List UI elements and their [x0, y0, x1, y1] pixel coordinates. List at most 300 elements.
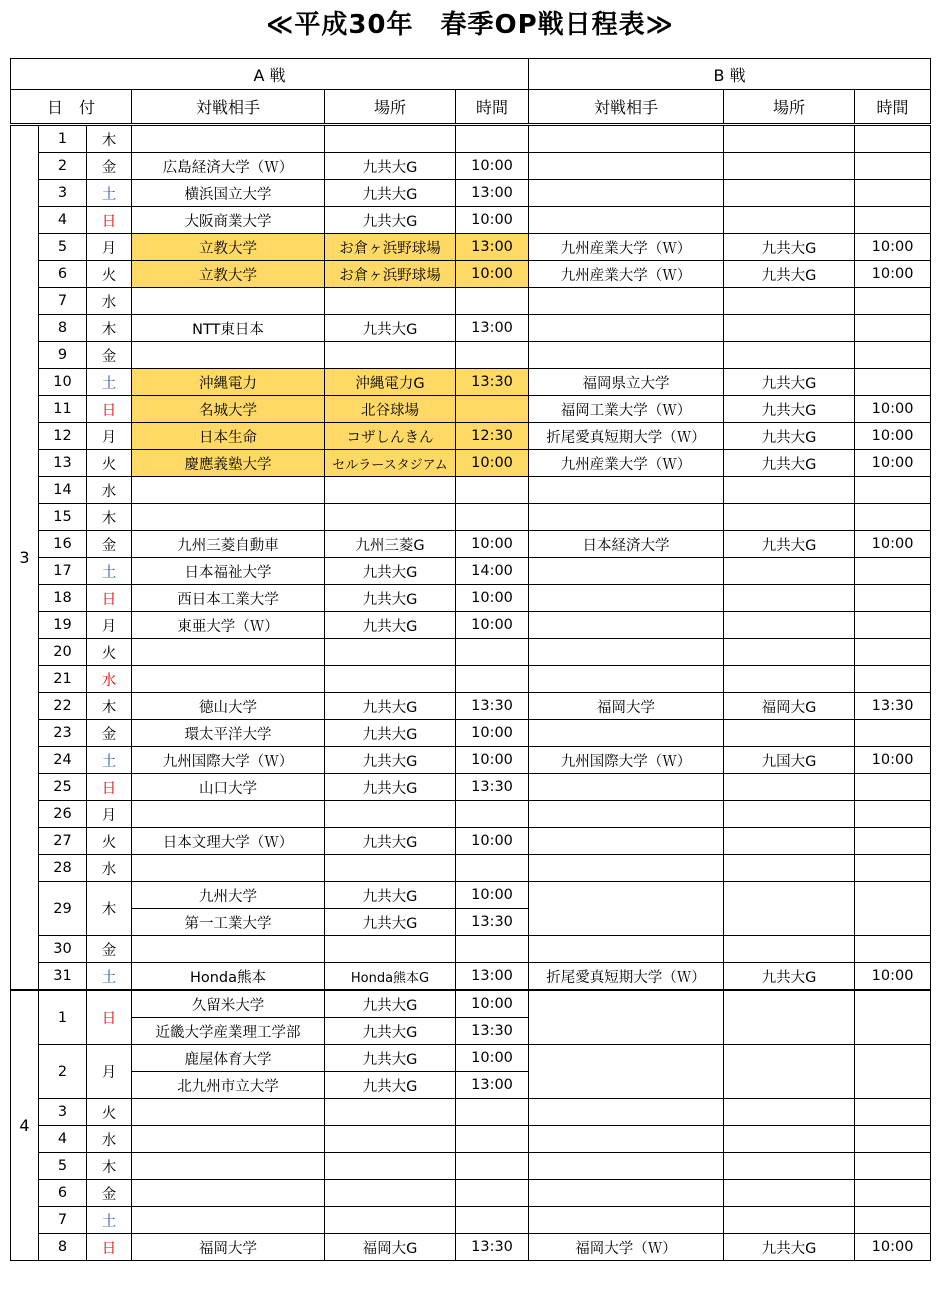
day-cell: 1 — [39, 125, 87, 153]
b-time-cell — [855, 477, 931, 504]
a-time-cell: 13:30 — [456, 909, 529, 936]
a-opponent-cell: 横浜国立大学 — [132, 180, 325, 207]
a-opponent-cell: 九州三菱自動車 — [132, 531, 325, 558]
weekday-cell: 金 — [87, 342, 132, 369]
b-venue-cell: 九共大G — [724, 450, 855, 477]
a-opponent-cell: 沖縄電力 — [132, 369, 325, 396]
a-time-cell — [456, 1207, 529, 1234]
b-time-cell — [855, 369, 931, 396]
day-cell: 6 — [39, 1180, 87, 1207]
table-row — [11, 558, 931, 585]
a-opponent-cell: 山口大学 — [132, 774, 325, 801]
b-venue-cell: 九共大G — [724, 531, 855, 558]
b-time-cell — [855, 315, 931, 342]
a-venue-cell — [325, 666, 456, 693]
a-time-cell: 10:00 — [456, 612, 529, 639]
b-time-cell — [855, 990, 931, 1045]
b-opponent-cell: 折尾愛真短期大学（Ｗ） — [529, 963, 724, 991]
a-opponent-cell: 立教大学 — [132, 261, 325, 288]
a-time-cell — [456, 855, 529, 882]
weekday-cell: 金 — [87, 936, 132, 963]
a-venue-cell: 九共大G — [325, 180, 456, 207]
a-time-cell: 10:00 — [456, 153, 529, 180]
weekday-cell: 金 — [87, 153, 132, 180]
table-row — [11, 369, 931, 396]
b-opponent-cell — [529, 315, 724, 342]
b-time-cell — [855, 612, 931, 639]
b-opponent-cell — [529, 612, 724, 639]
a-venue-cell: 九州三菱G — [325, 531, 456, 558]
table-row — [11, 180, 931, 207]
a-opponent-cell — [132, 342, 325, 369]
table-row — [11, 585, 931, 612]
b-venue-cell — [724, 666, 855, 693]
day-cell: 8 — [39, 315, 87, 342]
weekday-cell: 木 — [87, 882, 132, 936]
a-time-cell — [456, 639, 529, 666]
day-cell: 6 — [39, 261, 87, 288]
a-venue-cell — [325, 288, 456, 315]
table-row — [11, 612, 931, 639]
table-row — [11, 477, 931, 504]
weekday-cell: 火 — [87, 639, 132, 666]
b-venue-header: 場所 — [724, 90, 855, 125]
b-venue-cell — [724, 125, 855, 153]
a-venue-cell — [325, 477, 456, 504]
b-opponent-cell — [529, 1180, 724, 1207]
b-opponent-cell — [529, 125, 724, 153]
a-opponent-cell: 名城大学 — [132, 396, 325, 423]
a-opponent-cell: 広島経済大学（Ｗ） — [132, 153, 325, 180]
b-venue-cell: 九共大G — [724, 963, 855, 991]
a-venue-cell: コザしんきん — [325, 423, 456, 450]
table-row — [11, 882, 931, 909]
a-venue-cell — [325, 342, 456, 369]
a-time-cell — [456, 1126, 529, 1153]
day-cell: 5 — [39, 234, 87, 261]
b-time-cell — [855, 639, 931, 666]
day-cell: 2 — [39, 1045, 87, 1099]
table-row — [11, 423, 931, 450]
b-time-cell — [855, 1207, 931, 1234]
b-venue-cell: 九国大G — [724, 747, 855, 774]
a-opponent-cell: 西日本工業大学 — [132, 585, 325, 612]
a-venue-cell: 北谷球場 — [325, 396, 456, 423]
a-venue-cell: 沖縄電力G — [325, 369, 456, 396]
b-time-cell: 10:00 — [855, 450, 931, 477]
b-time-cell — [855, 855, 931, 882]
a-opponent-cell — [132, 1099, 325, 1126]
day-cell: 9 — [39, 342, 87, 369]
a-venue-cell — [325, 1153, 456, 1180]
month-cell: 4 — [11, 990, 39, 1261]
weekday-cell: 火 — [87, 450, 132, 477]
a-time-cell: 13:30 — [456, 774, 529, 801]
day-cell: 22 — [39, 693, 87, 720]
day-cell: 16 — [39, 531, 87, 558]
a-venue-cell: 九共大G — [325, 1045, 456, 1072]
b-venue-cell — [724, 288, 855, 315]
a-time-cell: 13:00 — [456, 963, 529, 991]
b-venue-cell: 九共大G — [724, 261, 855, 288]
b-time-cell — [855, 558, 931, 585]
a-opponent-cell — [132, 801, 325, 828]
day-cell: 4 — [39, 207, 87, 234]
a-time-cell: 10:00 — [456, 747, 529, 774]
a-opponent-cell: 第一工業大学 — [132, 909, 325, 936]
b-time-cell — [855, 585, 931, 612]
weekday-cell: 土 — [87, 558, 132, 585]
day-cell: 23 — [39, 720, 87, 747]
a-time-cell — [456, 801, 529, 828]
table-row — [11, 450, 931, 477]
b-opponent-cell — [529, 207, 724, 234]
b-time-cell — [855, 1180, 931, 1207]
b-time-cell — [855, 882, 931, 936]
weekday-cell: 月 — [87, 234, 132, 261]
a-time-cell: 10:00 — [456, 207, 529, 234]
day-cell: 27 — [39, 828, 87, 855]
b-time-cell: 10:00 — [855, 234, 931, 261]
b-opponent-cell — [529, 1099, 724, 1126]
b-venue-cell — [724, 720, 855, 747]
b-venue-cell — [724, 477, 855, 504]
b-time-cell — [855, 504, 931, 531]
a-opponent-cell — [132, 504, 325, 531]
b-venue-cell — [724, 504, 855, 531]
day-cell: 7 — [39, 288, 87, 315]
a-venue-cell: セルラースタジアム — [325, 450, 456, 477]
a-time-cell: 14:00 — [456, 558, 529, 585]
b-opponent-cell — [529, 558, 724, 585]
a-opponent-cell — [132, 1126, 325, 1153]
month-cell: 3 — [11, 125, 39, 991]
day-cell: 3 — [39, 180, 87, 207]
b-time-cell: 10:00 — [855, 1234, 931, 1261]
table-row — [11, 153, 931, 180]
table-row — [11, 396, 931, 423]
weekday-cell: 日 — [87, 396, 132, 423]
a-venue-cell — [325, 936, 456, 963]
table-row — [11, 936, 931, 963]
b-time-cell — [855, 774, 931, 801]
day-cell: 31 — [39, 963, 87, 991]
a-opponent-cell: 日本文理大学（Ｗ） — [132, 828, 325, 855]
a-venue-cell: 九共大G — [325, 774, 456, 801]
table-row — [11, 234, 931, 261]
day-cell: 5 — [39, 1153, 87, 1180]
b-opponent-cell — [529, 342, 724, 369]
b-time-cell — [855, 180, 931, 207]
b-time-cell — [855, 125, 931, 153]
weekday-cell: 日 — [87, 990, 132, 1045]
a-venue-cell: 九共大G — [325, 207, 456, 234]
weekday-cell: 水 — [87, 1126, 132, 1153]
table-row — [11, 504, 931, 531]
b-time-cell: 10:00 — [855, 747, 931, 774]
b-opponent-cell — [529, 585, 724, 612]
b-opponent-cell: 折尾愛真短期大学（Ｗ） — [529, 423, 724, 450]
b-venue-cell — [724, 936, 855, 963]
a-time-cell — [456, 342, 529, 369]
a-venue-cell: 九共大G — [325, 1072, 456, 1099]
b-time-cell: 10:00 — [855, 396, 931, 423]
b-time-cell — [855, 936, 931, 963]
b-opponent-cell — [529, 774, 724, 801]
b-time-cell — [855, 288, 931, 315]
a-time-cell: 13:00 — [456, 1072, 529, 1099]
b-opponent-cell: 福岡大学（Ｗ） — [529, 1234, 724, 1261]
b-opponent-cell — [529, 477, 724, 504]
b-opponent-cell — [529, 720, 724, 747]
weekday-cell: 火 — [87, 828, 132, 855]
schedule-body — [11, 125, 931, 1261]
page-title: ≪平成30年 春季OP戦日程表≫ — [266, 10, 674, 40]
weekday-cell: 土 — [87, 369, 132, 396]
b-opponent-cell: 日本経済大学 — [529, 531, 724, 558]
b-venue-cell — [724, 1180, 855, 1207]
b-venue-cell — [724, 153, 855, 180]
b-opponent-cell — [529, 882, 724, 936]
b-opponent-cell — [529, 639, 724, 666]
b-opponent-cell — [529, 855, 724, 882]
day-cell: 2 — [39, 153, 87, 180]
weekday-cell: 水 — [87, 855, 132, 882]
table-row — [11, 774, 931, 801]
day-cell: 11 — [39, 396, 87, 423]
day-cell: 25 — [39, 774, 87, 801]
a-venue-cell — [325, 639, 456, 666]
table-row — [11, 963, 931, 991]
a-time-cell: 10:00 — [456, 261, 529, 288]
table-row — [11, 1180, 931, 1207]
b-venue-cell — [724, 828, 855, 855]
day-cell: 8 — [39, 1234, 87, 1261]
weekday-cell: 金 — [87, 531, 132, 558]
weekday-cell: 木 — [87, 693, 132, 720]
table-row — [11, 747, 931, 774]
a-time-cell — [456, 1099, 529, 1126]
b-opponent-cell — [529, 990, 724, 1045]
b-venue-cell — [724, 639, 855, 666]
day-cell: 14 — [39, 477, 87, 504]
a-time-cell: 13:00 — [456, 234, 529, 261]
day-cell: 21 — [39, 666, 87, 693]
day-cell: 28 — [39, 855, 87, 882]
b-venue-cell — [724, 585, 855, 612]
table-row — [11, 693, 931, 720]
a-opponent-cell — [132, 1180, 325, 1207]
weekday-cell: 水 — [87, 666, 132, 693]
weekday-cell: 月 — [87, 1045, 132, 1099]
table-row — [11, 639, 931, 666]
b-opponent-cell — [529, 666, 724, 693]
b-venue-cell — [724, 1126, 855, 1153]
a-venue-cell: Honda熊本G — [325, 963, 456, 991]
a-time-cell — [456, 666, 529, 693]
b-opponent-cell — [529, 801, 724, 828]
day-cell: 15 — [39, 504, 87, 531]
table-row — [11, 828, 931, 855]
a-opponent-cell — [132, 855, 325, 882]
group-header-row — [11, 59, 931, 90]
b-opponent-cell — [529, 180, 724, 207]
date-header: 日 付 — [11, 90, 132, 125]
day-cell: 4 — [39, 1126, 87, 1153]
day-cell: 1 — [39, 990, 87, 1045]
table-row — [11, 1045, 931, 1072]
b-opponent-cell: 九州産業大学（Ｗ） — [529, 450, 724, 477]
weekday-cell: 金 — [87, 1180, 132, 1207]
a-opponent-cell: 徳山大学 — [132, 693, 325, 720]
b-venue-cell — [724, 180, 855, 207]
a-time-cell — [456, 125, 529, 153]
b-time-cell — [855, 801, 931, 828]
weekday-cell: 日 — [87, 774, 132, 801]
weekday-cell: 月 — [87, 612, 132, 639]
a-opponent-cell: 東亜大学（Ｗ） — [132, 612, 325, 639]
a-time-cell: 13:30 — [456, 1018, 529, 1045]
a-opponent-cell: 日本福祉大学 — [132, 558, 325, 585]
a-venue-cell — [325, 1180, 456, 1207]
a-opponent-cell — [132, 288, 325, 315]
a-venue-cell: 九共大G — [325, 153, 456, 180]
a-time-cell — [456, 477, 529, 504]
table-row — [11, 1207, 931, 1234]
b-opponent-cell — [529, 936, 724, 963]
b-venue-cell: 九共大G — [724, 423, 855, 450]
b-time-cell: 10:00 — [855, 261, 931, 288]
b-time-cell: 13:30 — [855, 693, 931, 720]
day-cell: 20 — [39, 639, 87, 666]
a-venue-cell: 九共大G — [325, 882, 456, 909]
a-time-cell — [456, 504, 529, 531]
a-opponent-cell: 環太平洋大学 — [132, 720, 325, 747]
weekday-cell: 木 — [87, 504, 132, 531]
weekday-cell: 土 — [87, 747, 132, 774]
a-venue-cell — [325, 125, 456, 153]
column-header-row — [11, 90, 931, 125]
weekday-cell: 水 — [87, 288, 132, 315]
b-venue-cell — [724, 882, 855, 936]
a-time-cell — [456, 1153, 529, 1180]
weekday-cell: 木 — [87, 1153, 132, 1180]
a-venue-cell: 九共大G — [325, 909, 456, 936]
b-opponent-cell — [529, 1153, 724, 1180]
day-cell: 10 — [39, 369, 87, 396]
b-venue-cell — [724, 558, 855, 585]
a-venue-cell: お倉ヶ浜野球場 — [325, 261, 456, 288]
a-time-cell: 10:00 — [456, 531, 529, 558]
a-time-cell: 10:00 — [456, 585, 529, 612]
b-time-cell — [855, 720, 931, 747]
weekday-cell: 日 — [87, 1234, 132, 1261]
b-venue-cell — [724, 1045, 855, 1099]
b-venue-cell — [724, 1207, 855, 1234]
weekday-cell: 土 — [87, 180, 132, 207]
a-opponent-cell: 九州大学 — [132, 882, 325, 909]
b-venue-cell — [724, 315, 855, 342]
day-cell: 19 — [39, 612, 87, 639]
a-time-cell: 12:30 — [456, 423, 529, 450]
weekday-cell: 金 — [87, 720, 132, 747]
a-time-cell: 13:30 — [456, 369, 529, 396]
weekday-cell: 木 — [87, 125, 132, 153]
b-opponent-cell — [529, 828, 724, 855]
a-time-cell: 10:00 — [456, 720, 529, 747]
a-opponent-cell: 慶應義塾大学 — [132, 450, 325, 477]
a-opponent-cell: Honda熊本 — [132, 963, 325, 991]
b-time-cell — [855, 342, 931, 369]
weekday-cell: 日 — [87, 585, 132, 612]
a-opponent-cell: 福岡大学 — [132, 1234, 325, 1261]
a-venue-cell: 九共大G — [325, 828, 456, 855]
table-row — [11, 315, 931, 342]
a-time-cell — [456, 288, 529, 315]
a-opponent-cell — [132, 1153, 325, 1180]
b-venue-cell — [724, 1099, 855, 1126]
a-opponent-cell: 九州国際大学（Ｗ） — [132, 747, 325, 774]
b-opponent-cell: 九州産業大学（Ｗ） — [529, 261, 724, 288]
a-time-cell: 13:00 — [456, 180, 529, 207]
day-cell: 17 — [39, 558, 87, 585]
day-cell: 29 — [39, 882, 87, 936]
weekday-cell: 月 — [87, 801, 132, 828]
a-venue-cell — [325, 1099, 456, 1126]
a-opponent-cell — [132, 477, 325, 504]
a-opponent-cell — [132, 1207, 325, 1234]
a-venue-header: 場所 — [325, 90, 456, 125]
b-time-cell — [855, 207, 931, 234]
weekday-cell: 火 — [87, 1099, 132, 1126]
b-group-header: B 戦 — [529, 59, 931, 90]
weekday-cell: 火 — [87, 261, 132, 288]
a-venue-cell: 九共大G — [325, 747, 456, 774]
a-venue-cell: 九共大G — [325, 720, 456, 747]
a-opponent-cell: 大阪商業大学 — [132, 207, 325, 234]
a-venue-cell — [325, 855, 456, 882]
table-row — [11, 1126, 931, 1153]
b-venue-cell — [724, 855, 855, 882]
a-time-cell: 10:00 — [456, 1045, 529, 1072]
table-row — [11, 288, 931, 315]
table-row — [11, 125, 931, 153]
b-venue-cell: 福岡大G — [724, 693, 855, 720]
a-venue-cell: 九共大G — [325, 585, 456, 612]
b-time-header: 時間 — [855, 90, 931, 125]
table-row — [11, 990, 931, 1018]
b-venue-cell — [724, 801, 855, 828]
a-venue-cell: 九共大G — [325, 693, 456, 720]
a-time-header: 時間 — [456, 90, 529, 125]
b-venue-cell — [724, 1153, 855, 1180]
b-venue-cell — [724, 990, 855, 1045]
table-row — [11, 666, 931, 693]
a-time-cell: 13:30 — [456, 693, 529, 720]
weekday-cell: 水 — [87, 477, 132, 504]
day-cell: 18 — [39, 585, 87, 612]
a-opponent-cell — [132, 639, 325, 666]
a-venue-cell — [325, 801, 456, 828]
b-time-cell — [855, 828, 931, 855]
b-opponent-cell: 福岡工業大学（Ｗ） — [529, 396, 724, 423]
b-venue-cell — [724, 342, 855, 369]
b-venue-cell: 九共大G — [724, 369, 855, 396]
b-time-cell: 10:00 — [855, 423, 931, 450]
b-venue-cell — [724, 207, 855, 234]
a-opponent-cell: 北九州市立大学 — [132, 1072, 325, 1099]
a-time-cell: 10:00 — [456, 990, 529, 1018]
